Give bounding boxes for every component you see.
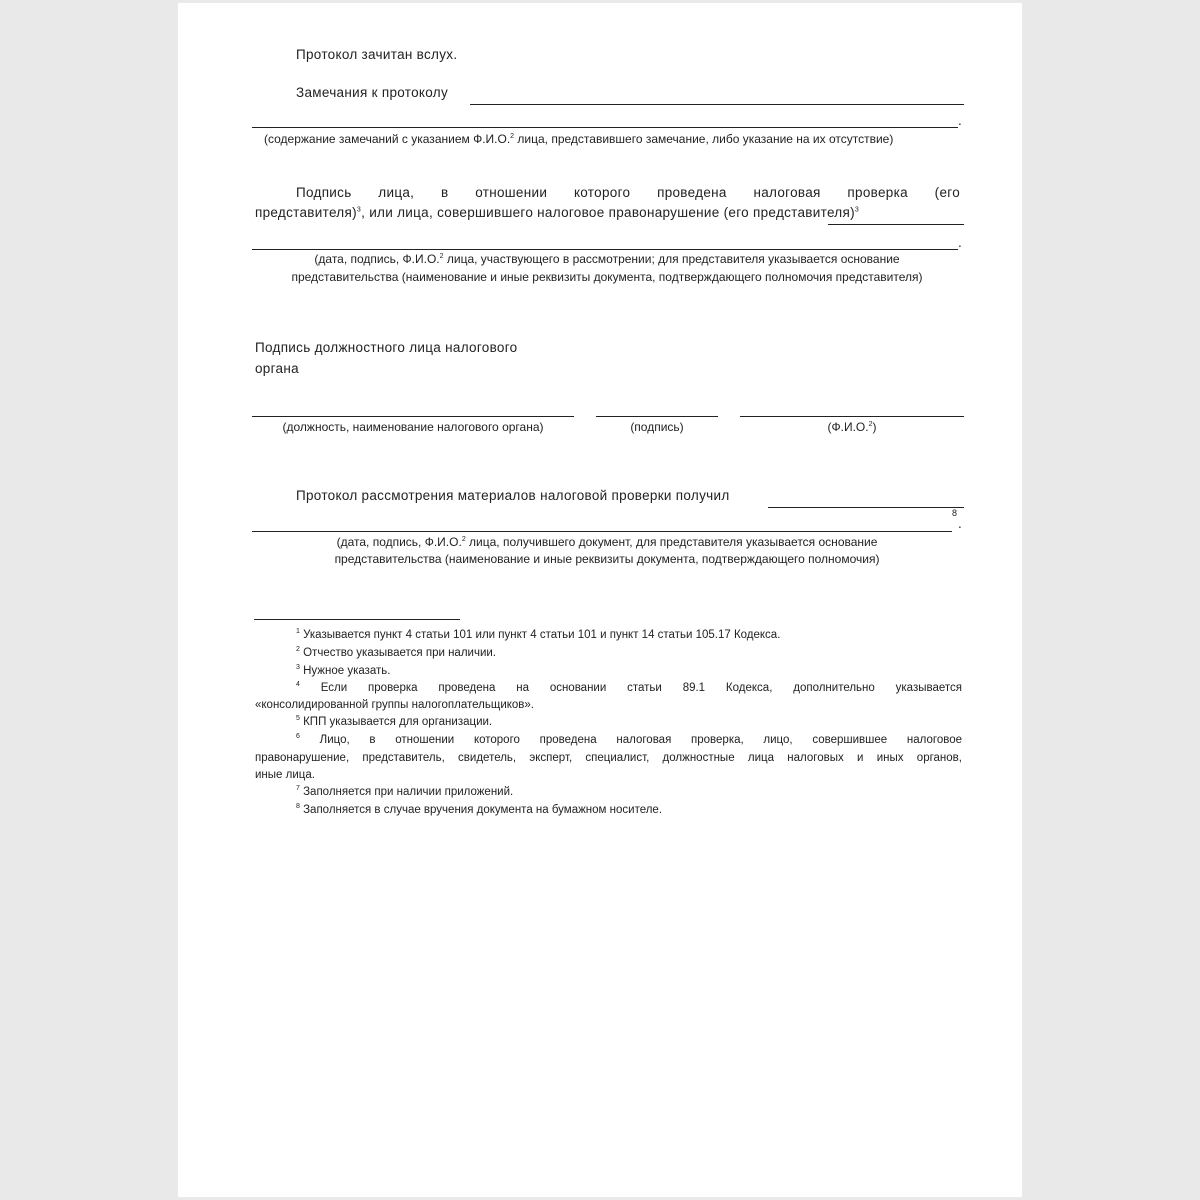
official-signature-line	[596, 416, 718, 417]
official-position-caption: (должность, наименование налогового органа)	[282, 420, 544, 434]
footnote-6-line3: иные лица.	[255, 769, 315, 781]
signature-person-caption-2: представительства (наименование и иные реквизиты документа, подтверждающего полномочия представителя)	[291, 270, 923, 284]
signature-person-line-short	[828, 224, 964, 225]
footnote-7: $^7$ Заполняется при наличии приложений.	[296, 785, 514, 798]
footnote-6-line2: правонарушение, представитель, свидетель, эксперт, специалист, должностные лица налоговых и иных органов,	[255, 752, 962, 764]
footnote-5: $^5$ КПП указывается для организации.	[296, 715, 493, 728]
official-name-line	[740, 416, 964, 417]
signature-person-line-long	[252, 249, 958, 250]
remarks-label: Замечания к протоколу	[296, 85, 449, 100]
official-signature-heading-1: Подпись должностного лица налогового	[255, 340, 518, 355]
official-name-caption: (Ф.И.О.$^2$)	[827, 420, 877, 434]
signature-person-line1: Подпись лица, в отношении которого проведена налоговая проверка (его	[296, 185, 960, 200]
remarks-line-1	[470, 104, 964, 105]
remarks-line-2	[252, 127, 958, 128]
received-caption-1: (дата, подпись, Ф.И.О.$^2$ лица, получившего документ, для представителя указывается основание	[336, 535, 878, 549]
official-position-line	[252, 416, 574, 417]
footnote-4-line1: $^4$ Если проверка проведена на основании статьи 89.1 Кодекса, дополнительно указывается	[296, 681, 962, 694]
signature-person-dot: .	[958, 235, 963, 250]
signature-person-line2: представителя)$^3$, или лица, совершившего налоговое правонарушение (его представителя)$^3$	[255, 205, 860, 220]
protocol-read-text: Протокол зачитан вслух.	[296, 47, 458, 62]
remarks-caption: (содержание замечаний с указанием Ф.И.О.$^2$ лица, представившего замечание, либо указание на их отсутствие)	[264, 132, 894, 146]
footnote-8: $^8$ Заполняется в случае вручения документа на бумажном носителе.	[296, 803, 663, 816]
footnote-4-line2: «консолидированной группы налогоплательщиков».	[255, 699, 534, 711]
footnote-1: $^1$ Указывается пункт 4 статьи 101 или пункт 4 статьи 101 и пункт 14 статьи 105.17 Кодекса.	[296, 628, 781, 641]
received-line-long	[252, 531, 952, 532]
footnote-separator	[254, 619, 460, 620]
received-line-short	[768, 507, 964, 508]
received-label: Протокол рассмотрения материалов налоговой проверки получил	[296, 488, 730, 503]
signature-person-caption-1: (дата, подпись, Ф.И.О.$^2$ лица, участвующего в рассмотрении; для представителя указывается основание	[314, 252, 900, 266]
footnote-6-line1: $^6$ Лицо, в отношении которого проведена налоговая проверка, лицо, совершившее налоговое	[296, 733, 962, 746]
received-caption-2: представительства (наименование и иные реквизиты документа, подтверждающего полномочия)	[334, 552, 880, 566]
footnote-2: $^2$ Отчество указывается при наличии.	[296, 646, 496, 659]
official-signature-heading-2: органа	[255, 361, 299, 376]
received-sup: 8	[952, 508, 958, 518]
footnote-3: $^3$ Нужное указать.	[296, 664, 391, 677]
received-dot: .	[958, 516, 963, 531]
remarks-dot: .	[958, 113, 963, 128]
document-page	[178, 3, 1022, 1197]
official-signature-caption: (подпись)	[630, 420, 684, 434]
